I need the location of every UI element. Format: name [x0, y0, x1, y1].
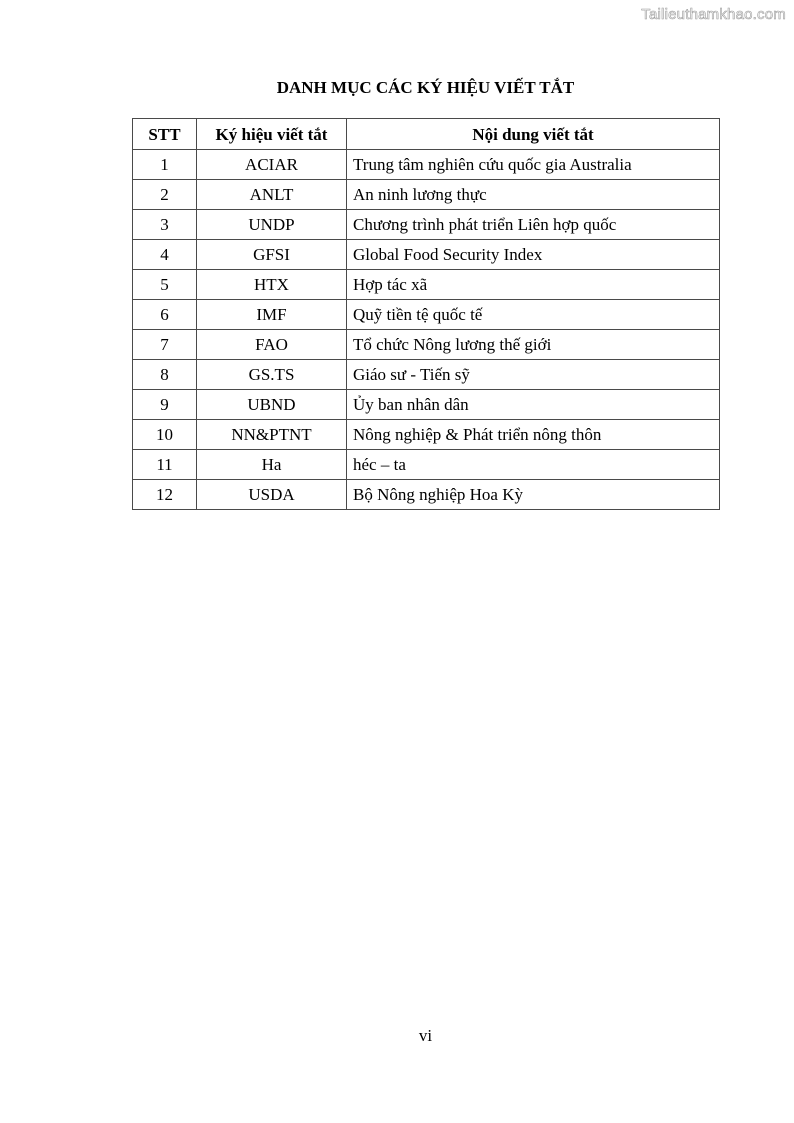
row-number: 7	[133, 330, 197, 360]
row-number: 9	[133, 390, 197, 420]
row-meaning: Giáo sư - Tiến sỹ	[347, 360, 720, 390]
table-row	[133, 270, 720, 300]
table-row	[133, 210, 720, 240]
table-row	[133, 390, 720, 420]
table-row	[133, 240, 720, 270]
page-title: DANH MỤC CÁC KÝ HIỆU VIẾT TẮT	[276, 78, 575, 97]
row-abbreviation: USDA	[197, 480, 347, 510]
row-abbreviation: GS.TS	[197, 360, 347, 390]
header-abbreviation: Ký hiệu viết tắt	[197, 119, 347, 150]
row-meaning: Global Food Security Index	[347, 240, 720, 270]
row-abbreviation: UBND	[197, 390, 347, 420]
row-abbreviation: FAO	[197, 330, 347, 360]
row-number: 1	[133, 150, 197, 180]
row-meaning: héc – ta	[347, 450, 720, 480]
row-number: 12	[133, 480, 197, 510]
row-abbreviation: NN&PTNT	[197, 420, 347, 450]
row-number: 8	[133, 360, 197, 390]
table-row	[133, 360, 720, 390]
row-abbreviation: UNDP	[197, 210, 347, 240]
table-row	[133, 300, 720, 330]
watermark-text: Tailieuthamkhao.com	[641, 6, 786, 23]
row-number: 2	[133, 180, 197, 210]
row-number: 11	[133, 450, 197, 480]
row-number: 5	[133, 270, 197, 300]
row-meaning: Trung tâm nghiên cứu quốc gia Australia	[347, 150, 720, 180]
row-meaning: Ủy ban nhân dân	[347, 390, 720, 420]
row-number: 4	[133, 240, 197, 270]
row-meaning: Bộ Nông nghiệp Hoa Kỳ	[347, 480, 720, 510]
table-row	[133, 150, 720, 180]
table-header-row	[133, 119, 720, 150]
row-abbreviation: IMF	[197, 300, 347, 330]
row-meaning: Tổ chức Nông lương thế giới	[347, 330, 720, 360]
table-row	[133, 330, 720, 360]
page-number: vi	[418, 1026, 433, 1045]
row-meaning: Quỹ tiền tệ quốc tế	[347, 300, 720, 330]
row-meaning: An ninh lương thực	[347, 180, 720, 210]
table-row	[133, 480, 720, 510]
row-abbreviation: GFSI	[197, 240, 347, 270]
row-abbreviation: Ha	[197, 450, 347, 480]
row-meaning: Hợp tác xã	[347, 270, 720, 300]
header-stt: STT	[133, 119, 197, 150]
row-abbreviation: HTX	[197, 270, 347, 300]
row-abbreviation: ANLT	[197, 180, 347, 210]
header-meaning: Nội dung viết tắt	[347, 119, 720, 150]
row-meaning: Nông nghiệp & Phát triển nông thôn	[347, 420, 720, 450]
abbreviations-table	[132, 118, 720, 510]
row-abbreviation: ACIAR	[197, 150, 347, 180]
row-number: 6	[133, 300, 197, 330]
table-row	[133, 420, 720, 450]
row-number: 10	[133, 420, 197, 450]
table-row	[133, 180, 720, 210]
row-meaning: Chương trình phát triển Liên hợp quốc	[347, 210, 720, 240]
table-row	[133, 450, 720, 480]
row-number: 3	[133, 210, 197, 240]
